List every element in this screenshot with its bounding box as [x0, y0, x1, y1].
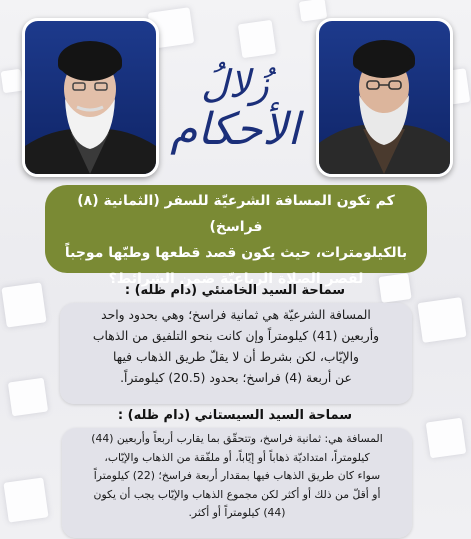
portrait-right: [316, 18, 453, 177]
answer2-line: (44) كيلومتراً أو أكثر.: [188, 506, 286, 519]
answer1-heading: سماحة السيد الخامنئي (دام ظله) :: [124, 283, 346, 298]
decor-tile: [299, 0, 328, 22]
logo-line-1: زُلالُ: [201, 62, 269, 106]
portrait-right-figure: [319, 21, 450, 174]
answer1-box: [60, 303, 412, 404]
answer2-box: [62, 428, 412, 538]
question-line: لقصر الصلاة الرباعيّة ضمن الشرائط؟: [108, 271, 364, 287]
logo-line-2: الأحكام: [170, 104, 300, 155]
answer2-line: أو أقلّ من ذلك أو أكثر لكن مجموع الذهاب والإيّاب يجب أن يكون: [93, 487, 381, 501]
answer2-heading: سماحة السيد السيستاني (دام ظله) :: [117, 408, 353, 423]
portrait-left: [22, 18, 159, 177]
question-line: بالكيلومترات، حيث يكون قصد قطعها وطيّها موجباً: [64, 245, 408, 261]
decor-tile: [1, 69, 24, 94]
answer1-line: المسافة الشرعيّة هي ثمانية فراسخ؛ وهي بحدود واحد: [101, 308, 371, 322]
decor-tile: [238, 20, 276, 58]
answer1-line: وأربعين (41) كيلومتراً وإن كانت بنحو التلفيق من الذهاب: [92, 329, 380, 343]
answer1-line: عن أربعة (4) فراسخ؛ بحدود (20.5) كيلومتراً.: [120, 371, 352, 385]
logo-zulal-alahkam: [160, 62, 310, 172]
decor-tile: [3, 477, 48, 522]
question-line: كم تكون المسافة الشرعيّة للسفر (الثمانية (٨) فراسخ): [77, 193, 395, 235]
answer2-line: سواء كان طريق الذهاب فيها بمقدار أربعة فراسخ؛ (22) كيلومتراً: [93, 469, 381, 482]
answer1-line: والإيّاب، لكن بشرط أن لا يقلّ طريق الذهاب فيها: [113, 350, 359, 364]
decor-tile: [417, 297, 466, 343]
answer2-line: كيلومتراً، امتداديّة ذهاباً أو إيّاباً، أو ملفّقة من الذهاب والإيّاب،: [104, 450, 370, 464]
decor-tile: [426, 418, 467, 459]
portrait-left-figure: [25, 21, 156, 174]
answer2-line: المسافة هي: ثمانية فراسخ، وتتحقّق بما يقارب أربعاً وأربعين (44): [91, 432, 383, 445]
question-banner: [45, 185, 427, 287]
